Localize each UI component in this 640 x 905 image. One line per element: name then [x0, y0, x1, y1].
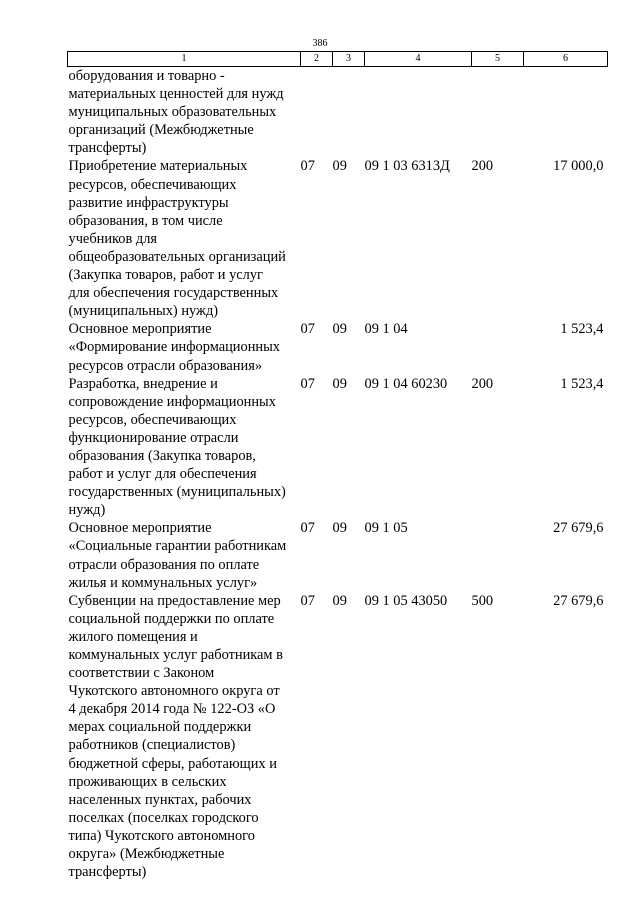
- amount-cell: [524, 67, 608, 158]
- table-row: [68, 320, 608, 374]
- subsection-code-cell: 09: [332, 375, 347, 392]
- expense-name-line: учебников для: [68, 230, 158, 247]
- expense-type-cell: [472, 67, 524, 158]
- expense-name-line: «Формирование информационных: [68, 339, 280, 356]
- expense-name-line: бюджетной сферы, работающих и: [68, 755, 277, 772]
- table-row: [68, 67, 608, 158]
- subsection-code-cell: [333, 67, 365, 158]
- expense-name-line: поселках (поселках городского: [68, 809, 259, 826]
- expense-name-line: Приобретение материальных: [68, 158, 248, 175]
- expense-name-line: ресурсов, обеспечивающих: [68, 176, 237, 193]
- amount-cell: 17 000,0: [553, 158, 604, 175]
- section-code-cell: 07: [300, 592, 315, 609]
- expense-type-cell: [472, 519, 524, 591]
- expense-name-line: жилого помещения и: [68, 628, 198, 645]
- expense-name-cell: [68, 67, 301, 158]
- amount-cell: 27 679,6: [553, 520, 604, 537]
- expense-name-line: работ и услуг для обеспечения: [68, 466, 257, 483]
- expense-name-line: Разработка, внедрение и: [68, 375, 218, 392]
- expense-name-cell: [68, 157, 301, 320]
- expense-name-line: трансферты): [68, 140, 147, 157]
- expense-name-line: государственных (муниципальных): [68, 484, 286, 501]
- expense-name-line: ресурсов отрасли образования»: [68, 357, 263, 374]
- section-code-cell: [301, 67, 333, 158]
- section-code-cell: 07: [300, 158, 315, 175]
- expense-type-cell: [472, 320, 524, 374]
- expense-name-line: мерах социальной поддержки: [68, 719, 252, 736]
- expense-type-cell: 200: [471, 158, 494, 175]
- column-number-row: [68, 52, 608, 67]
- expense-name-line: функционирование отрасли: [68, 429, 239, 446]
- target-item-cell: [365, 67, 472, 158]
- expense-name-line: округа» (Межбюджетные: [68, 846, 225, 863]
- expense-name-line: Основное мероприятие: [68, 321, 212, 338]
- expense-type-cell: 500: [471, 592, 494, 609]
- table-row: [68, 519, 608, 591]
- expense-name-line: проживающих в сельских: [68, 773, 227, 790]
- expense-name-line: развитие инфраструктуры: [68, 194, 229, 211]
- section-code-cell: 07: [300, 375, 315, 392]
- expense-name-line: Чукотского автономного округа от: [68, 683, 280, 700]
- expense-name-line: нужд): [68, 502, 106, 519]
- expense-name-line: образования (Закупка товаров,: [68, 447, 256, 464]
- expense-name-line: «Социальные гарантии работникам: [68, 538, 287, 555]
- expense-name-line: отрасли образования по оплате: [68, 556, 260, 573]
- target-item-cell: 09 1 03 6313Д: [364, 158, 450, 175]
- expense-name-line: коммунальных услуг работникам в: [68, 647, 283, 663]
- expense-name-line: (Закупка товаров, работ и услуг: [68, 267, 263, 284]
- expense-name-line: организаций (Межбюджетные: [68, 122, 254, 139]
- expense-name-line: социальной поддержки по оплате: [68, 610, 275, 627]
- expense-name-line: образования, в том числе: [68, 212, 223, 229]
- expense-name-line: типа) Чукотского автономного: [68, 827, 255, 844]
- expense-name-cell: [68, 592, 301, 882]
- column-header: 4: [365, 52, 472, 67]
- expense-name-line: 4 декабря 2014 года № 122-ОЗ «О: [68, 701, 276, 718]
- expense-name-line: материальных ценностей для нужд: [68, 86, 284, 103]
- column-header: 3: [333, 52, 365, 67]
- expense-name-line: общеобразовательных организаций: [68, 248, 286, 265]
- expense-name-line: жилья и коммунальных услуг»: [68, 574, 258, 591]
- column-header: 6: [524, 52, 608, 67]
- amount-cell: 1 523,4: [560, 375, 604, 392]
- target-item-cell: 09 1 04 60230: [364, 375, 448, 392]
- expense-name-line: трансферты): [68, 864, 147, 881]
- target-item-cell: 09 1 05 43050: [364, 592, 448, 609]
- target-item-cell: 09 1 04: [364, 321, 408, 338]
- expense-name-cell: [68, 519, 301, 591]
- page-number: 386: [312, 38, 328, 49]
- expense-name-line: сопровождение информационных: [68, 393, 276, 410]
- subsection-code-cell: 09: [332, 520, 347, 537]
- table-row: [68, 375, 608, 520]
- subsection-code-cell: 09: [332, 321, 347, 338]
- expense-name-line: населенных пунктах, рабочих: [68, 791, 252, 808]
- table-row: [68, 157, 608, 320]
- expense-name-cell: [68, 320, 301, 374]
- column-header: 1: [68, 52, 301, 67]
- subsection-code-cell: 09: [332, 592, 347, 609]
- expense-name-line: (муниципальных) нужд): [68, 303, 219, 320]
- section-code-cell: 07: [300, 520, 315, 537]
- expense-name-line: для обеспечения государственных: [68, 285, 279, 302]
- budget-table: [67, 51, 608, 881]
- column-header: 2: [301, 52, 333, 67]
- section-code-cell: 07: [300, 321, 315, 338]
- expense-name-line: Субвенции на предоставление мер: [68, 592, 281, 609]
- amount-cell: 1 523,4: [560, 321, 604, 338]
- column-header: 5: [472, 52, 524, 67]
- expense-name-line: оборудования и товарно -: [68, 68, 225, 84]
- expense-name-line: муниципальных образовательных: [68, 104, 277, 121]
- expense-name-cell: [68, 375, 301, 520]
- amount-cell: 27 679,6: [553, 592, 604, 609]
- table-row: [68, 592, 608, 882]
- target-item-cell: 09 1 05: [364, 520, 408, 537]
- expense-name-line: работников (специалистов): [68, 737, 236, 754]
- expense-name-line: Основное мероприятие: [68, 520, 212, 537]
- expense-type-cell: 200: [471, 375, 494, 392]
- subsection-code-cell: 09: [332, 158, 347, 175]
- expense-name-line: ресурсов, обеспечивающих: [68, 411, 237, 428]
- expense-name-line: соответствии с Законом: [68, 665, 215, 682]
